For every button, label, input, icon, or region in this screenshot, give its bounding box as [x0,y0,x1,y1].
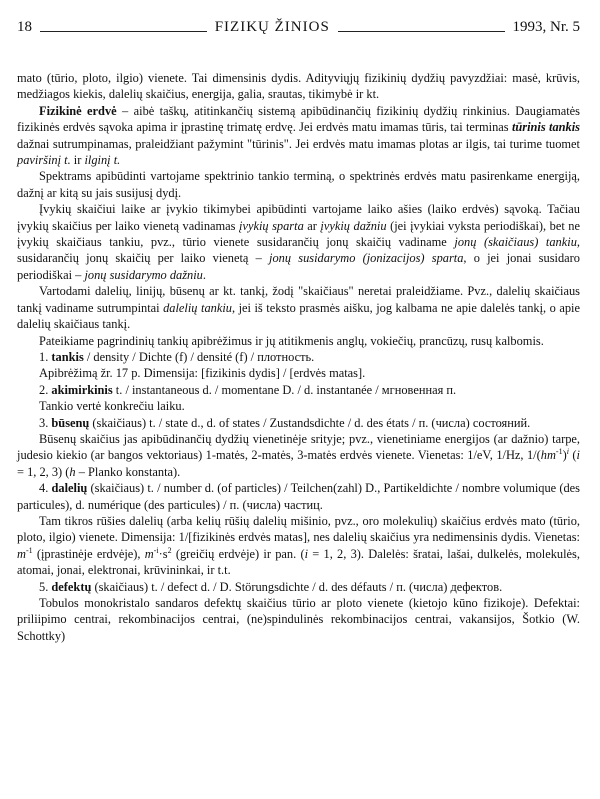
paragraph-additive-quantities: mato (tūrio, ploto, ilgio) vienete. Tai dimensinis dydis. Adityviųjų fizikinių dydžių pavyzdžiai: masė, krūvis, medžiagos kiekis, dalelių skaičius, energija, galia, srautas, tikimybė ir kt. [17,71,580,102]
term-volume-density: tūrinis tankis [511,120,580,135]
header-rule-left [40,30,207,32]
paragraph-particle-density: Vartodami dalelių, linijų, būsenų ar kt. tankį, žodį "skaičiaus" neretai praleidžiame. Pvz., dalelių skaičiaus tankį vadiname sutrumpintai dalelių tankiu, jei iš teksto prasmės aišku, jog kalbama ne apie dalelės tankį, o apie dalelių skaičiaus tankį. [17,284,580,332]
entry-3-term: būsenų [51,415,90,430]
paragraph-events: Įvykių skaičiui laike ar įvykio tikimybei apibūdinti vartojame laiko ašies (laiko erdvės) sąvoką. Tačiau įvykių skaičius per laiko vienetą vadinamas įvykių sparta ar įvykių dažniu (jei įvykiai vyksta periodiškai), bet ne įvykių skaičiaus tankiu, pvz., tūrio vienete susidarančių jonų skaičių vadiname jonų (skaičiaus) tankiu, susidarančių jonų skaičių per laiko vienetą – jonų susidarymo (jonizacijos) sparta, o jei jonai susidaro periodiškai – jonų susidarymo dažniu. [17,202,580,282]
paragraph-physical-space: Fizikinė erdvė – aibė taškų, atitinkančių sistemą apibūdinančių fizikinių dydžių rinkinius. Daugiamatės fizikinės erdvės sąvoka apima ir įprastinę trimatę erdvę. Jei erdvės matu imamas tūris, tai terminas tūrinis tankis dažnai sutrumpinamas, praleidžiant pažymint "tūrinis". Jei erdvės matu imamas plotas ar ilgis, tai turime tuomet paviršinį t. ir ilginį t. [17,103,580,168]
entry-3: 3. būsenų (skaičiaus) t. / state d., d. of states / Zustandsdichte / d. des états / п. (числа) состояний. [39,415,531,430]
entry-5: 5. defektų (skaičiaus) t. / defect d. / D. Störungsdichte / d. des défauts / п. (числа) дефектов. [39,579,503,594]
header-rule-right [338,30,505,32]
entry-4-definition: Tam tikros rūšies dalelių (arba kelių rūšių dalelių mišinio, pvz., oro molekulių) skaičius erdvės mato (tūrio, ploto, ilgio) vienete. Dimensija: 1/[fizikinės erdvės matas], nes dalelių skaičius yra nedimensinis dydis. Vienetas: $m^{-1}$ (įprastinėje erdvėje), $m^{-i}\cdot s^2$ (greičių erdvėje) ir pan. (i = 1, 2, 3). Dalelės: šratai, lašai, dulkelės, molekulės, atomai, jonai, elektronai, krūvininkai, ir t.t. [17,513,580,578]
paragraph-spectra: Spektrams apibūdinti vartojame spektrinio tankio terminą, o spektrinės erdvės matu pasirenkame energiją, dažnį ar kitą su jais susijusį dydį. [17,169,580,200]
entry-2: 2. akimirkinis t. / instantaneous d. / momentane D. / d. instantanée / мгновенная п. [39,382,457,397]
term-physical-space: Fizikinė erdvė [39,103,117,118]
page-number: 18 [17,19,32,35]
entry-5-definition: Tobulos monokristalo sandaros defektų skaičius tūrio ar ploto vienete (kietojo kūno fizikoje). Defektai: priliipimo centrai, rekombinacijos centrai, (ne)spindulinės rekombinacijos centrai, vakansijos, Šotkio (W. Schottky) [17,596,580,643]
entry-5-term: defektų [51,579,92,594]
entry-4: 4. dalelių (skaičiaus) t. / number d. (of particles) / Teilchen(zahl) D., Partikeldichte / nombre volumique (des particules), d. numérique (des particules) / п. (числа) частиц. [17,481,580,512]
entry-4-term: dalelių [51,481,88,496]
entry-1: 1. tankis / density / Dichte (f) / densité (f) / плотность. [39,349,315,364]
entry-1-definition: Apibrėžimą žr. 17 p. Dimensija: [fizikinis dydis] / [erdvės matas]. [39,366,366,381]
entry-1-term: tankis [51,349,84,364]
article-body [17,70,580,644]
paragraph-intro-definitions: Pateikiame pagrindinių tankių apibrėžimus ir jų atitikmenis anglų, vokiečių, prancūzų, rusų kalbomis. [39,333,544,348]
issue-label: 1993, Nr. 5 [512,19,581,35]
running-header [17,14,580,36]
entry-2-definition: Tankio vertė konkrečiu laiku. [39,399,185,414]
entry-3-definition: Būsenų skaičius jas apibūdinančių dydžių vienetinėje srityje; pvz., vienetiniame energijos (ar dažnio) tarpe, judesio kiekio (ar bangos vektoriaus) 1-matės, 2-matės, 3-matės erdvės vienete. Vienetas: 1/eV, 1/Hz, $1/(hm^{-1})^i$ (i = 1, 2, 3) (h – Planko konstanta). [17,431,580,479]
journal-title: FIZIKŲ ŽINIOS [214,19,330,35]
entry-2-term: akimirkinis [51,382,113,397]
